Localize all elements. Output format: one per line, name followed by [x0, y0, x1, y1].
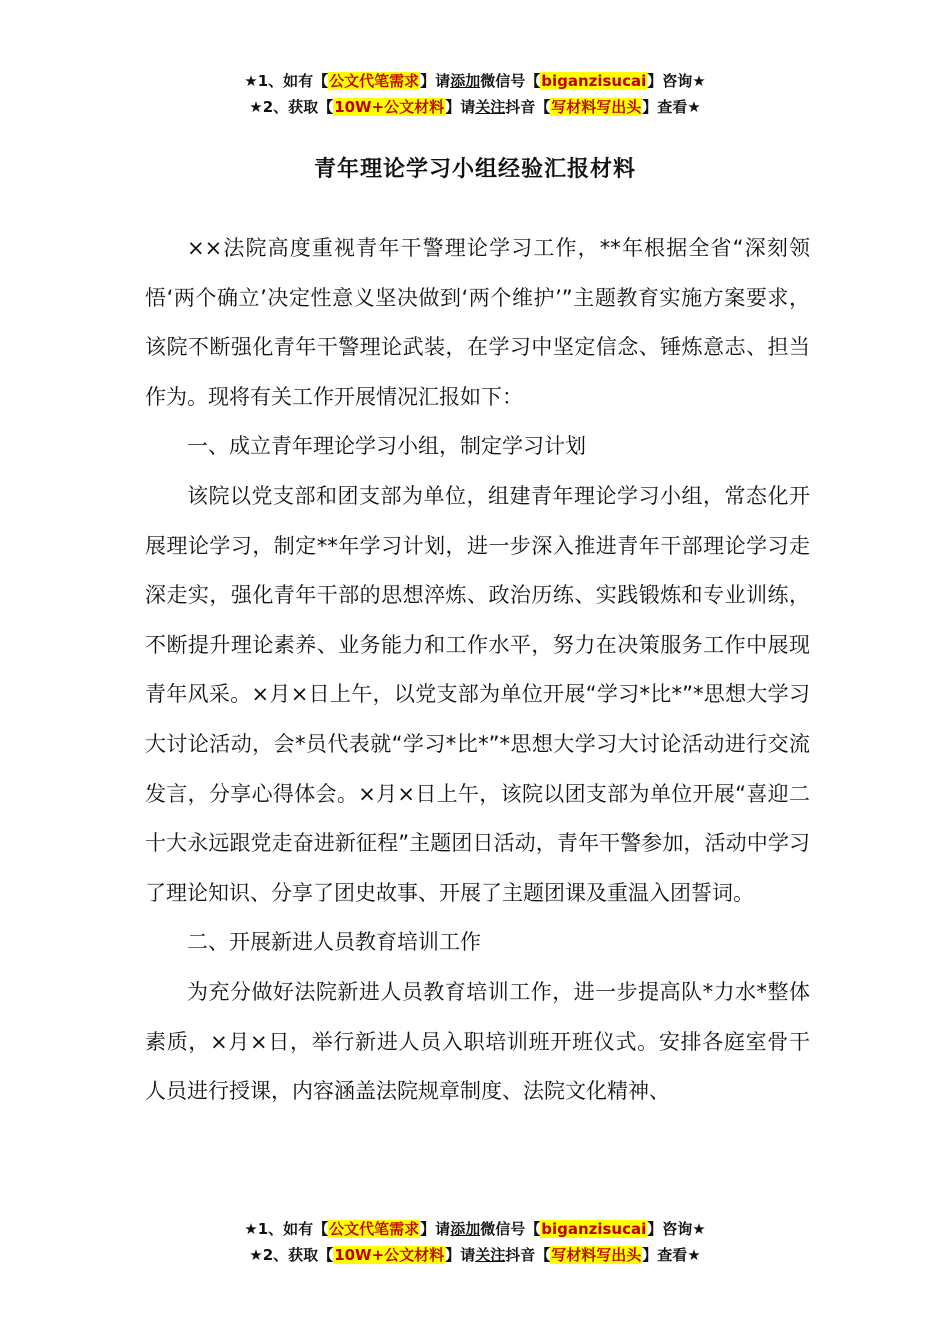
section-heading-1: 一、成立青年理论学习小组，制定学习计划: [187, 434, 586, 459]
promo-text: 微信号【: [480, 1220, 541, 1238]
promo-text: 】咨询★: [647, 1220, 706, 1238]
highlight-wechat-id: biganzisucai: [541, 72, 647, 90]
paragraph-section-1: 该院以党支部和团支部为单位，组建青年理论学习小组，常态化开展理论学习，制定**年学习计划，进一步深入推进青年干部理论学习走深走实，强化青年干部的思想淬炼、政治历练、实践锻炼和专业训练，不断提升理论素养、业务能力和工作水平，努力在决策服务工作中展现青年风采。×月×日上午，以党支部为单位开展“学习*比*”*思想大学习大讨论活动，会*员代表就“学习*比*”*思想大学习大讨论活动进行交流发言，分享心得体会。×月×日上午，该院以团支部为单位开展“喜迎二十大永远跟党走奋进新征程”主题团日活动，青年干警参加，活动中学习了理论知识、分享了团史故事、开展了主题团课及重温入团誓词。: [145, 483, 810, 905]
promo-text: 抖音【: [505, 98, 551, 116]
highlight-service: 公文代笔需求: [329, 72, 420, 90]
section-heading-2: 二、开展新进人员教育培训工作: [187, 930, 481, 955]
promo-text: 】查看★: [642, 1246, 701, 1264]
promo-text: 】查看★: [642, 98, 701, 116]
promo-text: 】请: [420, 1220, 451, 1238]
highlight-douyin: 写材料写出头: [551, 1246, 642, 1264]
highlight-materials: 10W+公文材料: [334, 98, 445, 116]
paragraph-intro: ××法院高度重视青年干警理论学习工作，**年根据全省“深刻领悟‘两个确立’决定性意义坚决做到‘两个维护’”主题教育实施方案要求，该院不断强化青年干警理论武装，在学习中坚定信念、锤炼意志、担当作为。现将有关工作开展情况汇报如下：: [145, 236, 810, 409]
highlight-douyin: 写材料写出头: [551, 98, 642, 116]
promo-text: ★2、获取【: [249, 98, 334, 116]
highlight-materials: 10W+公文材料: [334, 1246, 445, 1264]
underline-follow: 关注: [475, 1246, 506, 1264]
promo-text: ★1、如有【: [244, 72, 329, 90]
promo-text: 微信号【: [480, 72, 541, 90]
promo-text: 】请: [445, 98, 476, 116]
promo-banner-bottom: [0, 1216, 950, 1268]
promo-banner-top: [0, 68, 950, 120]
promo-text: 】咨询★: [647, 72, 706, 90]
highlight-wechat-id: biganzisucai: [541, 1220, 647, 1238]
promo-line-1: [0, 68, 950, 94]
underline-add: 添加: [450, 72, 481, 90]
promo-text: ★1、如有【: [244, 1220, 329, 1238]
promo-text: 】请: [445, 1246, 476, 1264]
underline-follow: 关注: [475, 98, 506, 116]
promo-line-2: [0, 94, 950, 120]
promo-text: 】请: [420, 72, 451, 90]
document-body: [145, 224, 810, 1117]
paragraph-section-2: 为充分做好法院新进人员教育培训工作，进一步提高队*力水*整体素质，×月×日，举行新进人员入职培训班开班仪式。安排各庭室骨干人员进行授课，内容涵盖法院规章制度、法院文化精神、: [145, 979, 810, 1104]
document-title: 青年理论学习小组经验汇报材料: [313, 157, 636, 182]
promo-line-2: [0, 1242, 950, 1268]
promo-text: ★2、获取【: [249, 1246, 334, 1264]
highlight-service: 公文代笔需求: [329, 1220, 420, 1238]
promo-line-1: [0, 1216, 950, 1242]
underline-add: 添加: [450, 1220, 481, 1238]
promo-text: 抖音【: [505, 1246, 551, 1264]
